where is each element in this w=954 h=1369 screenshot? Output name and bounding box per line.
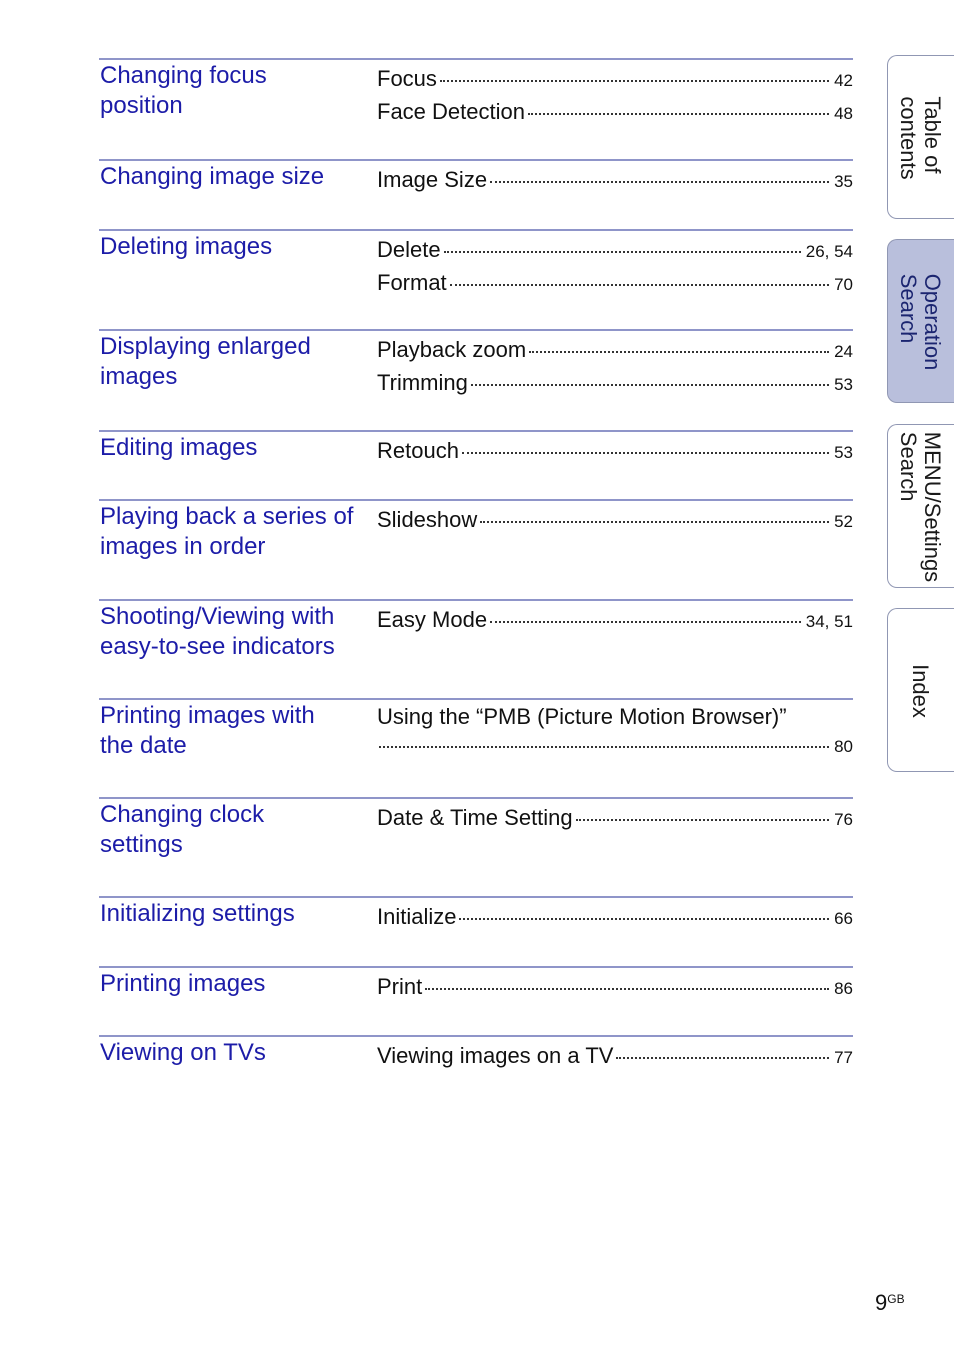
toc-entry-link[interactable] (377, 801, 853, 834)
entry-label: Focus (377, 66, 437, 91)
tab-label-line: Operation (919, 273, 945, 371)
tab-label-line: Index (907, 664, 933, 718)
entry-label: Format (377, 270, 447, 295)
entry-label: Initialize (377, 904, 457, 929)
entry-page-number: 35 (834, 172, 853, 191)
topic-heading: Playing back a series of images in order (100, 503, 354, 560)
entry-page-number: 48 (834, 104, 853, 123)
dot-leader (379, 746, 829, 748)
entry-label: Retouch (377, 438, 459, 463)
entry-page-number: 80 (834, 737, 853, 756)
dot-leader (576, 819, 829, 821)
dot-leader (490, 621, 801, 623)
entry-list (377, 434, 853, 467)
index-row (99, 896, 853, 929)
tab-table-of-contents[interactable] (887, 55, 954, 219)
topic-heading: Changing image size (100, 163, 325, 190)
tab-label-line: contents (895, 96, 921, 180)
index-row (99, 329, 853, 395)
entry-page-number: 26, 54 (805, 242, 853, 261)
dot-leader (471, 384, 829, 386)
topic-heading: Deleting images (100, 233, 273, 260)
topic-heading: Viewing on TVs (100, 1039, 266, 1066)
tab-label (908, 664, 932, 718)
entry-list (377, 62, 853, 128)
toc-entry-link[interactable] (377, 95, 853, 128)
topic-heading: Changing clock settings (100, 801, 265, 858)
entry-list (377, 801, 853, 834)
toc-entry-link[interactable] (377, 434, 853, 467)
entry-list (377, 333, 853, 399)
entry-page-number: 76 (834, 810, 853, 829)
entry-page-number: 53 (834, 443, 853, 462)
toc-entry-link[interactable] (377, 266, 853, 299)
index-row (99, 698, 853, 759)
topic-heading: Initializing settings (100, 900, 295, 927)
entry-list (377, 603, 853, 636)
entry-label: Viewing images on a TV (377, 1043, 614, 1068)
tab-operation-search[interactable] (887, 239, 954, 403)
entry-page-number: 24 (834, 342, 853, 361)
index-row (99, 58, 853, 124)
dot-leader (529, 351, 829, 353)
dot-leader (425, 988, 829, 990)
dot-leader (450, 284, 829, 286)
dot-leader (528, 113, 829, 115)
entry-list (377, 503, 853, 536)
index-row (99, 797, 853, 858)
topic-heading: Printing images (100, 970, 266, 997)
entry-label: Playback zoom (377, 337, 527, 362)
tab-label-line: MENU/Settings (919, 431, 945, 583)
entry-page-number: 77 (834, 1048, 853, 1067)
index-row (99, 966, 853, 999)
tab-label (896, 96, 944, 179)
entry-list (377, 702, 853, 762)
toc-entry-link[interactable] (377, 1039, 853, 1072)
entry-page-number: 52 (834, 512, 853, 531)
toc-entry-link[interactable] (377, 233, 853, 266)
toc-entry-link[interactable] (377, 970, 853, 1003)
entry-page-number: 34, 51 (805, 612, 853, 631)
page-number-value: 9 (875, 1290, 888, 1315)
toc-entry-link[interactable] (377, 702, 853, 762)
dot-leader (480, 521, 829, 523)
toc-entry-link[interactable] (377, 503, 853, 536)
dot-leader (440, 80, 829, 82)
entry-label: Date & Time Setting (377, 805, 573, 830)
index-row (99, 430, 853, 463)
dot-leader (490, 181, 829, 183)
toc-entry-link[interactable] (377, 62, 853, 95)
tab-label-line: Search (895, 431, 921, 502)
tab-index[interactable] (887, 608, 954, 772)
index-row (99, 229, 853, 295)
tab-label (896, 274, 944, 371)
entry-list (377, 233, 853, 299)
topic-heading: Shooting/Viewing with easy-to-see indicators (100, 603, 335, 660)
entry-label: Print (377, 974, 423, 999)
dot-leader (459, 918, 829, 920)
tab-menu-settings-search[interactable] (887, 424, 954, 588)
entry-label: Delete (377, 237, 441, 262)
topic-heading: Changing focus position (100, 62, 267, 119)
tab-label (896, 432, 944, 582)
page-number-suffix: GB (887, 1292, 905, 1306)
entry-page-number: 70 (834, 275, 853, 294)
entry-list (377, 163, 853, 196)
topic-heading: Displaying enlarged images (100, 333, 311, 390)
index-row (99, 159, 853, 192)
toc-entry-link[interactable] (377, 333, 853, 366)
topic-heading: Printing images with the date (100, 702, 315, 759)
page-number (875, 1290, 905, 1316)
topic-heading: Editing images (100, 434, 258, 461)
entry-page-number: 66 (834, 909, 853, 928)
entry-label: Image Size (377, 167, 488, 192)
entry-list (377, 900, 853, 933)
dot-leader (444, 251, 801, 253)
index-row (99, 499, 853, 560)
toc-entry-link[interactable] (377, 900, 853, 933)
entry-page-number: 53 (834, 375, 853, 394)
entry-page-number: 86 (834, 979, 853, 998)
toc-entry-link[interactable] (377, 163, 853, 196)
dot-leader (616, 1057, 829, 1059)
entry-label: Face Detection (377, 99, 525, 124)
toc-entry-link[interactable] (377, 603, 853, 636)
tab-label-line: Table of (919, 96, 945, 174)
entry-page-number: 42 (834, 71, 853, 90)
dot-leader (462, 452, 829, 454)
entry-label: Easy Mode (377, 607, 488, 632)
tab-label-line: Search (895, 273, 921, 344)
index-row (99, 599, 853, 660)
index-row (99, 1035, 853, 1068)
entry-list (377, 970, 853, 1003)
toc-entry-link[interactable] (377, 366, 853, 399)
entry-list (377, 1039, 853, 1072)
entry-label: Slideshow (377, 507, 478, 532)
entry-label: Trimming (377, 370, 468, 395)
entry-label: Using the “PMB (Picture Motion Browser)” (377, 704, 787, 729)
